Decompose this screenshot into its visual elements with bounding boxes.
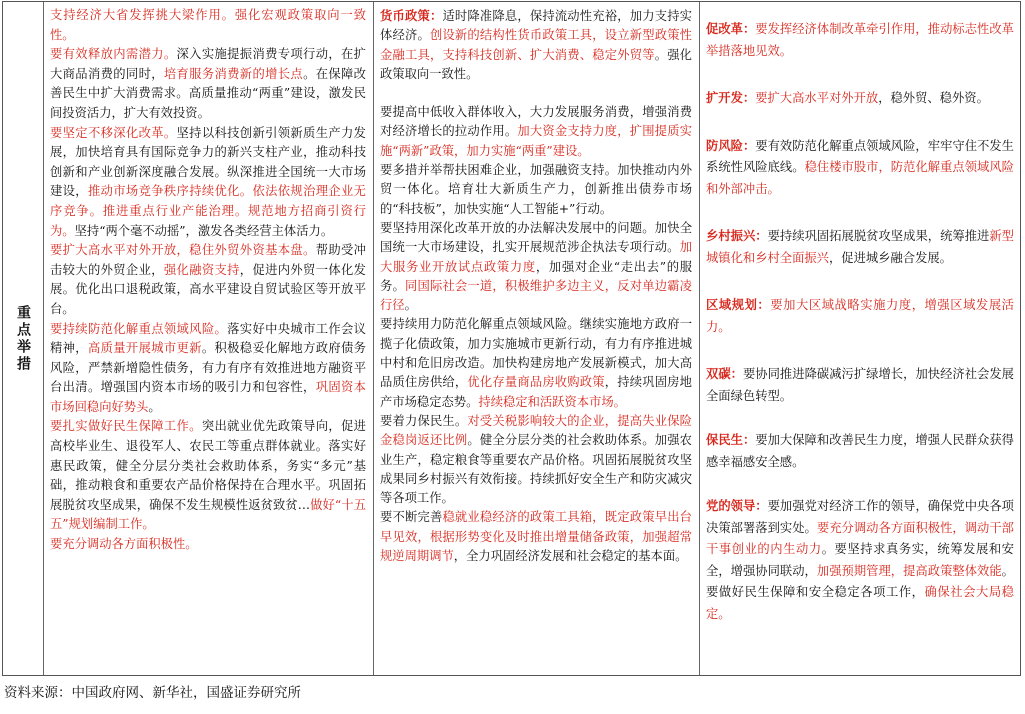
col2-para-4: 要坚持用深化改革开放的办法解决发展中的问题。加快全国统一大市场建设，扎实开展规范涉企执法专项行动。加大服务业开放试点政策力度，加强对企业“走出去”的服务。同国际社会一道，积极维护多边主义，反对单边霸凌行径。: [380, 220, 692, 313]
col3-risk: 防风险：要有效防范化解重点领域风险，牢牢守住不发生系统性风险底线。稳住楼市股市，防范化解重点领域风险和外部冲击。: [706, 137, 1014, 196]
column-divider: [699, 2, 700, 675]
column-1: [46, 2, 372, 675]
col3-carbon: 双碳：要协同推进降碳减污扩绿增长，加快经济社会发展全面绿色转型。: [706, 366, 1014, 403]
column-divider: [373, 2, 374, 675]
col1-para-3: 要坚定不移深化改革。坚持以科技创新引领新质生产力发展，加快培育具有国际竞争力的新兴支柱产业，推动科技创新和产业创新深度融合发展。纵深推进全国统一大市场建设，推动市场竞争秩序持续优化。依法依规治理企业无序竞争。推进重点行业产能治理。规范地方招商引资行为。坚持“两个毫不动摇”，激发各类经营主体活力。: [50, 125, 366, 238]
row-header-cell: [3, 2, 43, 675]
col1-para-4: 要扩大高水平对外开放，稳住外贸外资基本盘。帮助受冲击较大的外贸企业，强化融资支持，促进内外贸一体化发展。优化出口退税政策，高水平建设自贸试验区等开放平台。: [50, 243, 366, 316]
col1-para-1: 支持经济大省发挥挑大梁作用。强化宏观政策取向一致性。: [50, 8, 366, 42]
row-header-label: 重点举措: [15, 304, 31, 373]
col2-para-2: 要提高中低收入群体收入，大力发展服务消费，增强消费对经济增长的拉动作用。加大资金支持力度，扩围提质实施“两新”政策，加力实施“两重”建设。: [380, 105, 692, 158]
column-3: [702, 2, 1020, 675]
column-divider: [43, 2, 44, 675]
column-2: [376, 2, 698, 675]
source-note: 资料来源：中国政府网、新华社，国盛证券研究所: [4, 685, 301, 701]
col2-para-3: 要多措并举帮扶困难企业，加强融资支持。加快推动内外贸一体化。培育壮大新质生产力，创新推出债券市场的“科技板”，加快实施“人工智能+”行动。: [380, 163, 692, 216]
col2-para-5: 要持续用力防范化解重点领域风险。继续实施地方政府一揽子化债政策，加力实施城市更新行动，有力有序推进城中村和危旧房改造。加快构建房地产发展新模式，加大高品质住房供给，优化存量商品房收购政策，持续巩固房地产市场稳定态势。持续稳定和活跃资本市场。: [380, 317, 692, 409]
col3-livelihood: 保民生：要加大保障和改善民生力度，增强人民群众获得感幸福感安全感。: [706, 432, 1014, 469]
col2-para-6: 要着力保民生。对受关税影响较大的企业，提高失业保险金稳岗返还比例。健全分层分类的社会救助体系。加强农业生产，稳定粮食等重要农产品价格。巩固拓展脱贫攻坚成果同乡村振兴有效衔接。持续抓好安全生产和防灾减灾等各项工作。: [380, 413, 692, 506]
col2-para-7: 要不断完善稳就业稳经济的政策工具箱，既定政策早出台早见效，根据形势变化及时推出增量储备政策，加强超常规逆周期调节，全力巩固经济发展和社会稳定的基本面。: [380, 510, 692, 564]
policy-table: [2, 1, 1021, 676]
col3-reform: 促改革：要发挥经济体制改革牵引作用，推动标志性改革举措落地见效。: [706, 21, 1014, 58]
col3-regional: 区域规划：要加大区域战略实施力度，增强区域发展活力。: [706, 297, 1014, 334]
col1-para-6: 要扎实做好民生保障工作。突出就业优先政策导向，促进高校毕业生、退役军人、农民工等重点群体就业。落实好惠民政策，健全分层分类社会救助体系，务实“多元”基础，推动粮食和重要农产品价格保持在合理水平。巩固拓展脱贫攻坚成果，确保不发生规模性返贫致贫…做好“十五五”规划编制工作。: [50, 419, 366, 532]
col2-para-1: 货币政策：适时降准降息，保持流动性充裕，加力支持实体经济。创设新的结构性货币政策工具，设立新型政策性金融工具，支持科技创新、扩大消费、稳定外贸等。强化政策取向一致性。: [380, 8, 692, 81]
col3-opening: 扩开发：要扩大高水平对外开放，稳外贸、稳外资。: [706, 90, 989, 105]
col1-para-2: 要有效释放内需潜力。深入实施提振消费专项行动，在扩大商品消费的同时，培育服务消费新的增长点。在保障改善民生中扩大消费需求。高质量推动“两重”建设，激发民间投资活力，扩大有效投资。: [50, 47, 366, 120]
col1-para-5: 要持续防范化解重点领域风险。落实好中央城市工作会议精神，高质量开展城市更新。积极稳妥化解地方政府债务风险，严禁新增隐性债务，有力有序有效推进地方融资平台出清。增强国内资本市场的吸引力和包容性，巩固资本市场回稳向好势头。: [50, 321, 366, 414]
col3-leadership: 党的领导：要加强党对经济工作的领导，确保党中央各项决策部署落到实处。要充分调动各方面积极性，调动干部干事创业的内生动力。要坚持求真务实，统筹发展和安全，增强协同联动，加强预期管理，提高政策整体效能。要做好民生保障和安全稳定各项工作，确保社会大局稳定。: [706, 498, 1014, 621]
col1-para-7: 要充分调动各方面积极性。: [50, 537, 198, 552]
col3-rural: 乡村振兴：要持续巩固拓展脱贫攻坚成果，统筹推进新型城镇化和乡村全面振兴，促进城乡融合发展。: [706, 228, 1014, 265]
